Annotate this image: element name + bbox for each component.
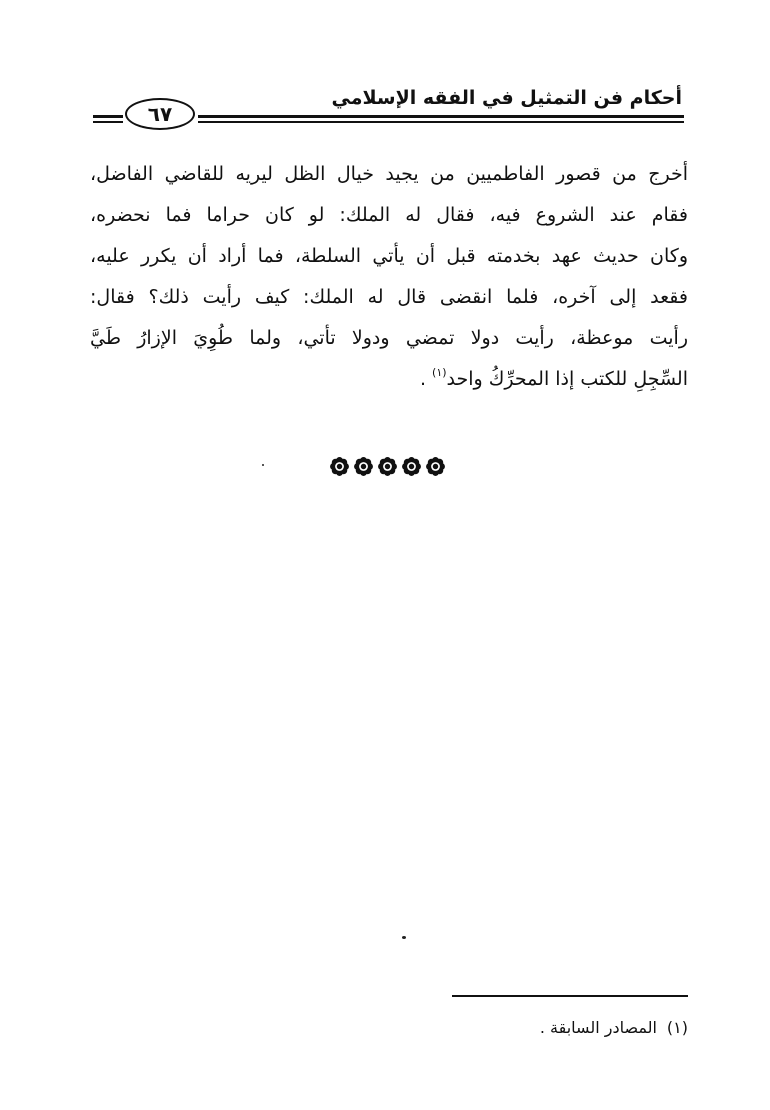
footnote-number: (١) [666, 1018, 688, 1037]
page-number: ٦٧ [125, 98, 195, 130]
flower-icon [401, 456, 422, 477]
header-rule-top [198, 115, 684, 118]
body-line-4: فقعد إلى آخره، فلما انقضى قال له الملك: كيف رأيت ذلك؟ فقال: [90, 286, 688, 308]
footnote-text: المصادر السابقة . [539, 1018, 657, 1037]
footnote [540, 1017, 688, 1039]
body-line-3: وكان حديث عهد بخدمته قبل أن يأتي السلطة، فما أراد أن يكرر عليه، [90, 245, 688, 267]
footnote-rule [452, 995, 688, 997]
footnote-reference: (١) [432, 366, 447, 379]
header-rule-left-top [93, 115, 123, 118]
body-paragraph [90, 154, 688, 400]
body-line-1: أخرج من قصور الفاطميين من يجيد خيال الظل ليريه للقاضي الفاضل، [90, 163, 688, 185]
print-speck [402, 936, 406, 939]
print-speck [262, 464, 264, 466]
body-line-6-text: السِّجِلِ للكتب إذا المحرِّكُ واحد [446, 368, 688, 390]
flower-icon [425, 456, 446, 477]
body-line-6-end: . [419, 368, 433, 390]
running-header-title: أحكام فن التمثيل في الفقه الإسلامي [331, 87, 682, 109]
section-divider-ornament [329, 456, 446, 476]
flower-icon [329, 456, 350, 477]
body-line-5: رأيت موعظة، رأيت دولا تمضي ودولا تأتي، ولما طُوِيَ الإزارُ طَيَّ [90, 327, 688, 349]
header-rule-left-bottom [93, 121, 123, 123]
body-line-6 [90, 359, 688, 400]
body-line-2: فقام عند الشروع فيه، فقال له الملك: لو كان حراما فما نحضره، [90, 204, 688, 226]
flower-icon [353, 456, 374, 477]
flower-icon [377, 456, 398, 477]
header-rule-bottom [198, 121, 684, 123]
